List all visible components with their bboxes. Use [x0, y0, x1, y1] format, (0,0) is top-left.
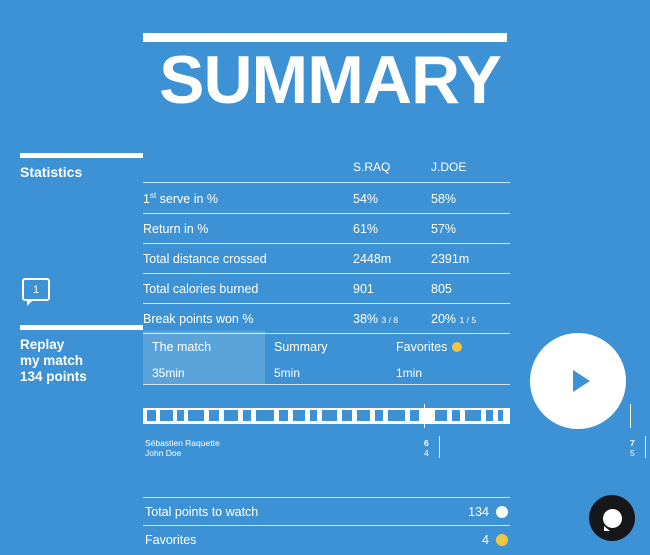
stat-label: Break points won % [143, 304, 353, 334]
footer-value-group [482, 533, 508, 547]
play-icon [573, 370, 590, 392]
stat-value-player2 [431, 304, 510, 334]
timeline-segment[interactable] [243, 410, 251, 421]
timeline-segment[interactable] [160, 410, 173, 421]
column-header-stat [143, 160, 353, 183]
replay-rule [20, 325, 143, 330]
timeline-segment[interactable] [322, 410, 337, 421]
match-timeline[interactable] [143, 404, 510, 430]
table-header-row [143, 160, 510, 183]
table-row [143, 304, 510, 334]
tab-summary[interactable] [265, 331, 387, 384]
footer-row-favorites[interactable] [143, 525, 510, 553]
timeline-segment[interactable] [209, 410, 219, 421]
set2-player2-score: 5 [630, 448, 635, 458]
tab-duration: 35min [152, 366, 185, 380]
stat-fraction: 1 / 5 [459, 315, 477, 326]
timeline-segment[interactable] [147, 410, 156, 421]
tab-label [396, 340, 500, 354]
footer-label: Total points to watch [145, 504, 259, 519]
stat-value-player1 [353, 304, 431, 334]
timeline-segment[interactable] [388, 410, 405, 421]
footer-value-group [468, 505, 508, 519]
tab-duration: 1min [396, 366, 423, 380]
timeline-set-divider [424, 404, 425, 428]
replay-tabs [143, 331, 510, 385]
timeline-scoreboard [143, 436, 635, 462]
stat-label-post: serve in % [156, 192, 219, 207]
stat-value-player1: 54% [353, 183, 431, 214]
timeline-segment[interactable] [310, 410, 317, 421]
stat-value: 20% [431, 312, 457, 327]
stat-value: 38% [353, 312, 379, 327]
timeline-segment[interactable] [452, 410, 460, 421]
timeline-segment[interactable] [177, 410, 184, 421]
stat-label-sup: st [149, 191, 157, 200]
stat-value-player1: 61% [353, 214, 431, 244]
set2-player1-score: 7 [630, 438, 635, 448]
timeline-segment[interactable] [498, 410, 503, 421]
replay-label-line3: 134 points [20, 369, 87, 384]
player-names [145, 438, 220, 458]
timeline-segment[interactable] [465, 410, 481, 421]
statistics-section-label: Statistics [20, 164, 83, 180]
replay-label-line1: Replay [20, 337, 65, 352]
tab-favorites[interactable] [387, 331, 509, 384]
set1-player1-score: 6 [424, 438, 429, 448]
table-row [143, 214, 510, 244]
stat-fraction: 3 / 8 [381, 315, 399, 326]
timeline-segment[interactable] [357, 410, 370, 421]
footer-row-total-points[interactable] [143, 497, 510, 525]
stat-value-player2: 2391m [431, 244, 510, 274]
stat-label: Total calories burned [143, 274, 353, 304]
player1-name: Sébastien Raquette [145, 438, 220, 448]
timeline-segment[interactable] [375, 410, 383, 421]
stat-value-player1: 2448m [353, 244, 431, 274]
footer-value: 134 [468, 504, 489, 519]
stat-value-player2: 58% [431, 183, 510, 214]
title-rule [143, 33, 507, 42]
stat-value-player2: 805 [431, 274, 510, 304]
score-divider [439, 436, 440, 458]
timeline-segment[interactable] [486, 410, 493, 421]
timeline-segment[interactable] [435, 410, 447, 421]
comment-count: 1 [32, 283, 40, 296]
statistics-rule [20, 153, 143, 158]
stat-value-player2: 57% [431, 214, 510, 244]
score-divider [645, 436, 646, 458]
timeline-segment[interactable] [293, 410, 305, 421]
comment-bubble-icon[interactable] [22, 278, 50, 301]
column-header-player1: S.RAQ [353, 160, 431, 183]
play-button[interactable] [530, 333, 626, 429]
white-dot-icon [496, 506, 508, 518]
favorite-dot-icon [452, 342, 462, 352]
statistics-table [143, 160, 510, 334]
player2-name: John Doe [145, 448, 182, 458]
timeline-segment[interactable] [224, 410, 238, 421]
yellow-dot-icon [496, 534, 508, 546]
set1-player2-score: 4 [424, 448, 429, 458]
chat-bubble-icon [603, 509, 622, 528]
tab-label-text: Favorites [396, 340, 448, 354]
tab-the-match[interactable] [143, 331, 265, 384]
timeline-segment[interactable] [342, 410, 352, 421]
table-row [143, 183, 510, 214]
tab-label: The match [152, 340, 212, 354]
tab-duration: 5min [274, 366, 301, 380]
footer-label: Favorites [145, 532, 197, 547]
stat-label [143, 183, 353, 214]
timeline-segment[interactable] [188, 410, 204, 421]
table-row [143, 244, 510, 274]
replay-section-label [20, 337, 87, 385]
stat-label-pre: 1 [143, 192, 150, 207]
replay-label-line2: my match [20, 353, 84, 368]
stat-label: Total distance crossed [143, 244, 353, 274]
stat-value-player1: 901 [353, 274, 431, 304]
chat-button[interactable] [589, 495, 635, 541]
column-header-player2: J.DOE [431, 160, 510, 183]
timeline-segment[interactable] [410, 410, 419, 421]
stat-label: Return in % [143, 214, 353, 244]
footer-value: 4 [482, 532, 489, 547]
table-row [143, 274, 510, 304]
timeline-segment[interactable] [256, 410, 274, 421]
timeline-segment[interactable] [279, 410, 288, 421]
page-title: SUMMARY [159, 42, 501, 118]
tab-label: Summary [274, 340, 328, 354]
footer-summary [143, 497, 510, 553]
timeline-set-divider [630, 404, 631, 428]
